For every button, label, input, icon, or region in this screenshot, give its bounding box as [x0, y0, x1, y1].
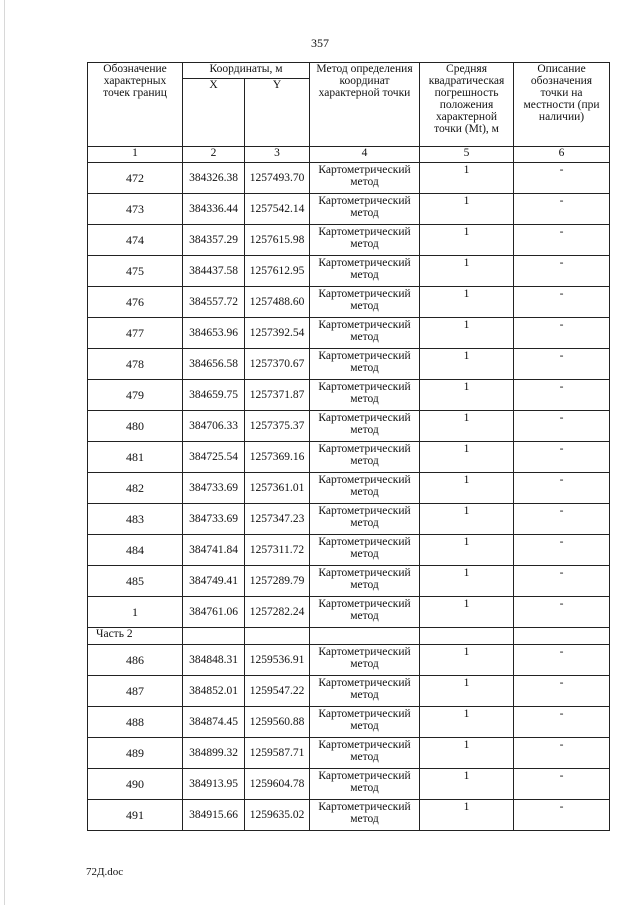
- accuracy-cell: 1: [420, 473, 514, 504]
- point-id-cell: 477: [88, 318, 183, 349]
- y-coordinate-cell: 1257371.87: [245, 380, 310, 411]
- method-cell: Картометрический метод: [310, 738, 420, 769]
- point-id-cell: 486: [88, 645, 183, 676]
- accuracy-cell: 1: [420, 194, 514, 225]
- table-row: [88, 225, 610, 256]
- table-row: [88, 473, 610, 504]
- y-coordinate-cell: 1257347.23: [245, 504, 310, 535]
- point-id-cell: 482: [88, 473, 183, 504]
- method-cell: Картометрический метод: [310, 676, 420, 707]
- table-row: [88, 287, 610, 318]
- header-accuracy: Средняя квадратическая погрешность положения характерной точки (Mt), м: [420, 63, 514, 147]
- method-cell: Картометрический метод: [310, 566, 420, 597]
- table-row: [88, 163, 610, 194]
- y-coordinate-cell: 1257370.67: [245, 349, 310, 380]
- empty-cell: [514, 628, 610, 645]
- table-row: [88, 535, 610, 566]
- table-row: [88, 256, 610, 287]
- y-coordinate-cell: 1257392.54: [245, 318, 310, 349]
- x-coordinate-cell: 384653.96: [183, 318, 245, 349]
- column-number: 4: [310, 147, 420, 163]
- accuracy-cell: 1: [420, 707, 514, 738]
- method-cell: Картометрический метод: [310, 163, 420, 194]
- x-coordinate-cell: 384733.69: [183, 473, 245, 504]
- method-cell: Картометрический метод: [310, 707, 420, 738]
- empty-cell: [420, 628, 514, 645]
- empty-cell: [310, 628, 420, 645]
- table-row: [88, 442, 610, 473]
- x-coordinate-cell: 384852.01: [183, 676, 245, 707]
- description-cell: -: [514, 707, 610, 738]
- description-cell: -: [514, 597, 610, 628]
- table-row: [88, 411, 610, 442]
- x-coordinate-cell: 384659.75: [183, 380, 245, 411]
- method-cell: Картометрический метод: [310, 225, 420, 256]
- table-row: [88, 194, 610, 225]
- method-cell: Картометрический метод: [310, 504, 420, 535]
- x-coordinate-cell: 384848.31: [183, 645, 245, 676]
- y-coordinate-cell: 1257311.72: [245, 535, 310, 566]
- point-id-cell: 479: [88, 380, 183, 411]
- y-coordinate-cell: 1257488.60: [245, 287, 310, 318]
- accuracy-cell: 1: [420, 318, 514, 349]
- y-coordinate-cell: 1257615.98: [245, 225, 310, 256]
- point-id-cell: 1: [88, 597, 183, 628]
- y-coordinate-cell: 1257542.14: [245, 194, 310, 225]
- x-coordinate-cell: 384326.38: [183, 163, 245, 194]
- method-cell: Картометрический метод: [310, 645, 420, 676]
- point-id-cell: 485: [88, 566, 183, 597]
- accuracy-cell: 1: [420, 738, 514, 769]
- y-coordinate-cell: 1259587.71: [245, 738, 310, 769]
- point-id-cell: 489: [88, 738, 183, 769]
- method-cell: Картометрический метод: [310, 349, 420, 380]
- y-coordinate-cell: 1257282.24: [245, 597, 310, 628]
- part-label: Часть 2: [88, 628, 183, 645]
- method-cell: Картометрический метод: [310, 380, 420, 411]
- table-row: [88, 566, 610, 597]
- description-cell: -: [514, 800, 610, 831]
- y-coordinate-cell: 1259560.88: [245, 707, 310, 738]
- x-coordinate-cell: 384656.58: [183, 349, 245, 380]
- point-id-cell: 483: [88, 504, 183, 535]
- accuracy-cell: 1: [420, 287, 514, 318]
- file-name-footer: 72Д.doc: [86, 866, 124, 878]
- method-cell: Картометрический метод: [310, 256, 420, 287]
- y-coordinate-cell: 1257361.01: [245, 473, 310, 504]
- table-row: [88, 800, 610, 831]
- description-cell: -: [514, 645, 610, 676]
- accuracy-cell: 1: [420, 442, 514, 473]
- point-id-cell: 475: [88, 256, 183, 287]
- point-id-cell: 484: [88, 535, 183, 566]
- x-coordinate-cell: 384913.95: [183, 769, 245, 800]
- table-row: [88, 318, 610, 349]
- table-row: [88, 769, 610, 800]
- x-coordinate-cell: 384557.72: [183, 287, 245, 318]
- x-coordinate-cell: 384733.69: [183, 504, 245, 535]
- header-coordinates: Координаты, м: [183, 63, 310, 79]
- description-cell: -: [514, 738, 610, 769]
- accuracy-cell: 1: [420, 566, 514, 597]
- point-id-cell: 478: [88, 349, 183, 380]
- accuracy-cell: 1: [420, 411, 514, 442]
- description-cell: -: [514, 256, 610, 287]
- description-cell: -: [514, 318, 610, 349]
- header-y: Y: [245, 79, 310, 147]
- page-number: 357: [311, 36, 329, 50]
- column-numbers-row: [88, 147, 610, 163]
- empty-cell: [183, 628, 245, 645]
- description-cell: -: [514, 504, 610, 535]
- accuracy-cell: 1: [420, 676, 514, 707]
- accuracy-cell: 1: [420, 800, 514, 831]
- accuracy-cell: 1: [420, 504, 514, 535]
- table-body: [88, 163, 610, 831]
- header-method: Метод определения координат характерной точки: [310, 63, 420, 147]
- header-description: Описание обозначения точки на местности (при наличии): [514, 63, 610, 147]
- description-cell: -: [514, 473, 610, 504]
- method-cell: Картометрический метод: [310, 800, 420, 831]
- description-cell: -: [514, 411, 610, 442]
- point-id-cell: 488: [88, 707, 183, 738]
- description-cell: -: [514, 769, 610, 800]
- description-cell: -: [514, 676, 610, 707]
- accuracy-cell: 1: [420, 225, 514, 256]
- table-row: [88, 380, 610, 411]
- x-coordinate-cell: 384357.29: [183, 225, 245, 256]
- method-cell: Картометрический метод: [310, 442, 420, 473]
- method-cell: Картометрический метод: [310, 287, 420, 318]
- scan-edge-line: [4, 0, 5, 905]
- y-coordinate-cell: 1259547.22: [245, 676, 310, 707]
- x-coordinate-cell: 384725.54: [183, 442, 245, 473]
- column-number: 6: [514, 147, 610, 163]
- description-cell: -: [514, 442, 610, 473]
- y-coordinate-cell: 1259604.78: [245, 769, 310, 800]
- table-row: [88, 738, 610, 769]
- x-coordinate-cell: 384874.45: [183, 707, 245, 738]
- method-cell: Картометрический метод: [310, 194, 420, 225]
- x-coordinate-cell: 384706.33: [183, 411, 245, 442]
- method-cell: Картометрический метод: [310, 535, 420, 566]
- table-row: [88, 597, 610, 628]
- description-cell: -: [514, 225, 610, 256]
- point-id-cell: 473: [88, 194, 183, 225]
- x-coordinate-cell: 384437.58: [183, 256, 245, 287]
- method-cell: Картометрический метод: [310, 597, 420, 628]
- accuracy-cell: 1: [420, 645, 514, 676]
- y-coordinate-cell: 1257612.95: [245, 256, 310, 287]
- y-coordinate-cell: 1257493.70: [245, 163, 310, 194]
- y-coordinate-cell: 1259536.91: [245, 645, 310, 676]
- description-cell: -: [514, 194, 610, 225]
- boundary-points-table: [87, 62, 610, 831]
- column-number: 5: [420, 147, 514, 163]
- x-coordinate-cell: 384761.06: [183, 597, 245, 628]
- description-cell: -: [514, 349, 610, 380]
- x-coordinate-cell: 384741.84: [183, 535, 245, 566]
- accuracy-cell: 1: [420, 256, 514, 287]
- method-cell: Картометрический метод: [310, 318, 420, 349]
- table-row: [88, 504, 610, 535]
- x-coordinate-cell: 384915.66: [183, 800, 245, 831]
- part-heading-row: [88, 628, 610, 645]
- x-coordinate-cell: 384899.32: [183, 738, 245, 769]
- accuracy-cell: 1: [420, 380, 514, 411]
- table-row: [88, 645, 610, 676]
- point-id-cell: 474: [88, 225, 183, 256]
- point-id-cell: 476: [88, 287, 183, 318]
- column-number: 2: [183, 147, 245, 163]
- x-coordinate-cell: 384336.44: [183, 194, 245, 225]
- point-id-cell: 491: [88, 800, 183, 831]
- accuracy-cell: 1: [420, 769, 514, 800]
- y-coordinate-cell: 1259635.02: [245, 800, 310, 831]
- method-cell: Картометрический метод: [310, 473, 420, 504]
- point-id-cell: 472: [88, 163, 183, 194]
- table-row: [88, 349, 610, 380]
- x-coordinate-cell: 384749.41: [183, 566, 245, 597]
- point-id-cell: 481: [88, 442, 183, 473]
- header-point-designation: Обозначение характерных точек границ: [88, 63, 183, 147]
- accuracy-cell: 1: [420, 535, 514, 566]
- y-coordinate-cell: 1257289.79: [245, 566, 310, 597]
- description-cell: -: [514, 163, 610, 194]
- description-cell: -: [514, 380, 610, 411]
- point-id-cell: 490: [88, 769, 183, 800]
- point-id-cell: 487: [88, 676, 183, 707]
- accuracy-cell: 1: [420, 349, 514, 380]
- method-cell: Картометрический метод: [310, 411, 420, 442]
- header-x: X: [183, 79, 245, 147]
- empty-cell: [245, 628, 310, 645]
- accuracy-cell: 1: [420, 597, 514, 628]
- y-coordinate-cell: 1257369.16: [245, 442, 310, 473]
- point-id-cell: 480: [88, 411, 183, 442]
- description-cell: -: [514, 287, 610, 318]
- column-number: 1: [88, 147, 183, 163]
- table-row: [88, 676, 610, 707]
- column-number: 3: [245, 147, 310, 163]
- description-cell: -: [514, 566, 610, 597]
- y-coordinate-cell: 1257375.37: [245, 411, 310, 442]
- method-cell: Картометрический метод: [310, 769, 420, 800]
- description-cell: -: [514, 535, 610, 566]
- table-row: [88, 707, 610, 738]
- accuracy-cell: 1: [420, 163, 514, 194]
